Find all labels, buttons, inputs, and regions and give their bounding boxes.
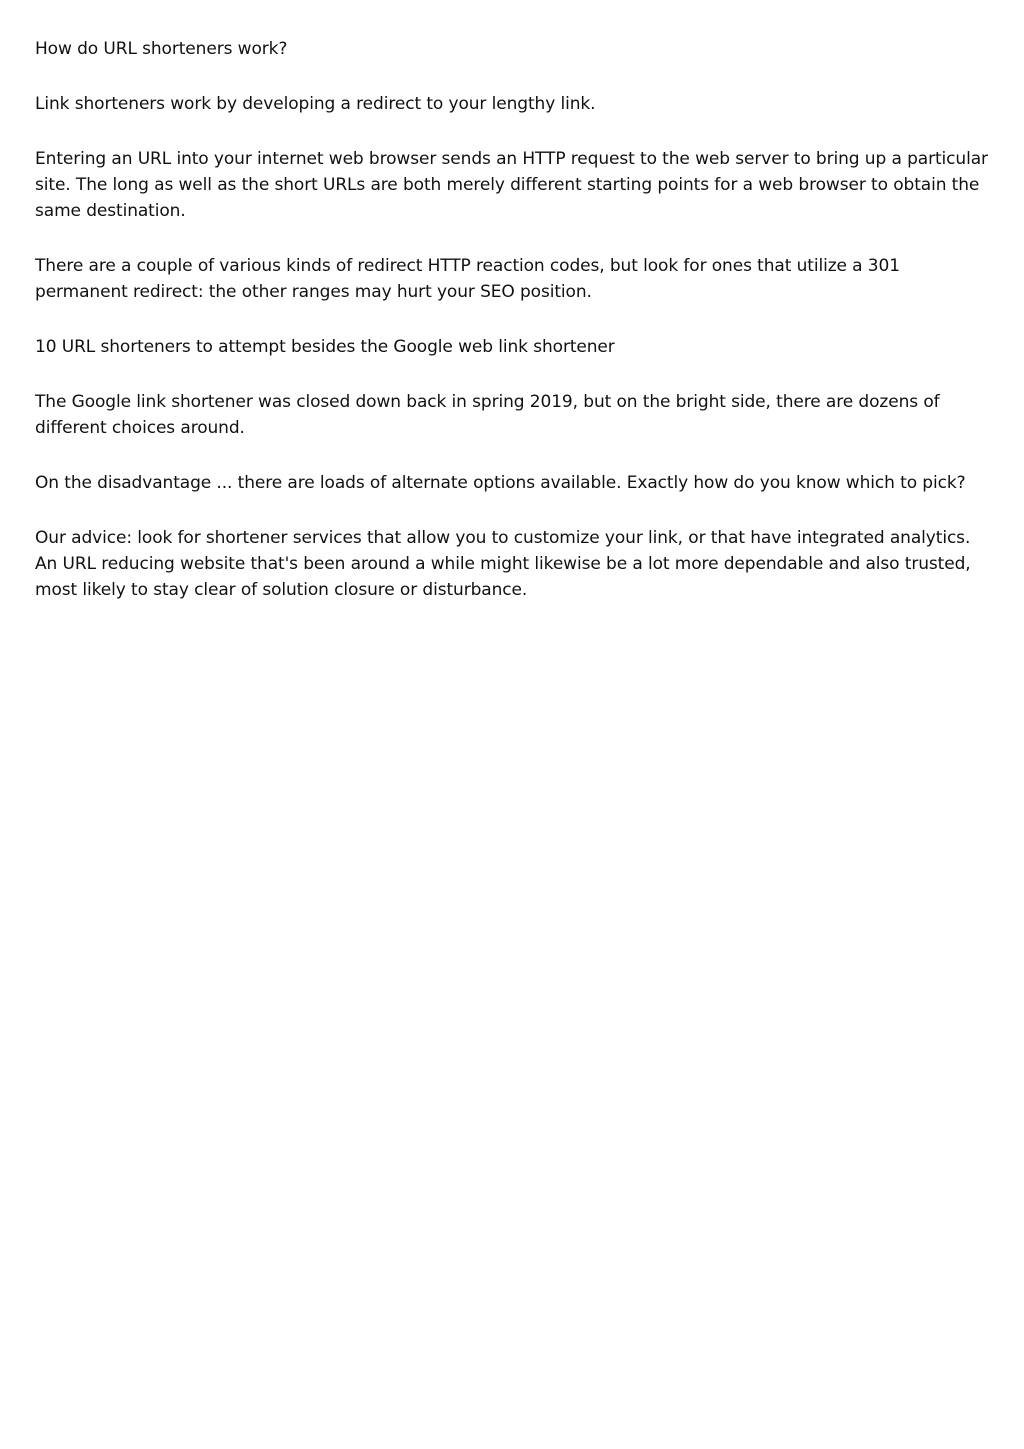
paragraph-disadvantage: On the disadvantage ... there are loads of alternate options available. Exactly how do you know which to pick? bbox=[35, 473, 966, 493]
document-body bbox=[35, 36, 995, 632]
heading-ten-url-shorteners: 10 URL shorteners to attempt besides the Google web link shortener bbox=[35, 337, 615, 357]
paragraph-redirect-intro: Link shorteners work by developing a redirect to your lengthy link. bbox=[35, 94, 596, 114]
paragraph-google-shortener-closed: The Google link shortener was closed down back in spring 2019, but on the bright side, there are dozens of different choices around. bbox=[35, 392, 940, 438]
paragraph-redirect-codes: There are a couple of various kinds of redirect HTTP reaction codes, but look for ones that utilize a 301 permanent redirect: the other ranges may hurt your SEO position. bbox=[35, 256, 900, 302]
heading-how-url-shorteners-work: How do URL shorteners work? bbox=[35, 39, 288, 59]
paragraph-http-request: Entering an URL into your internet web browser sends an HTTP request to the web server to bring up a particular site. The long as well as the short URLs are both merely different starting points for a web browser to obtain the same destination. bbox=[35, 149, 988, 221]
paragraph-our-advice: Our advice: look for shortener services that allow you to customize your link, or that have integrated analytics. An URL reducing website that's been around a while might likewise be a lot more dependable and also trusted, most likely to stay clear of solution closure or disturbance. bbox=[35, 528, 971, 600]
